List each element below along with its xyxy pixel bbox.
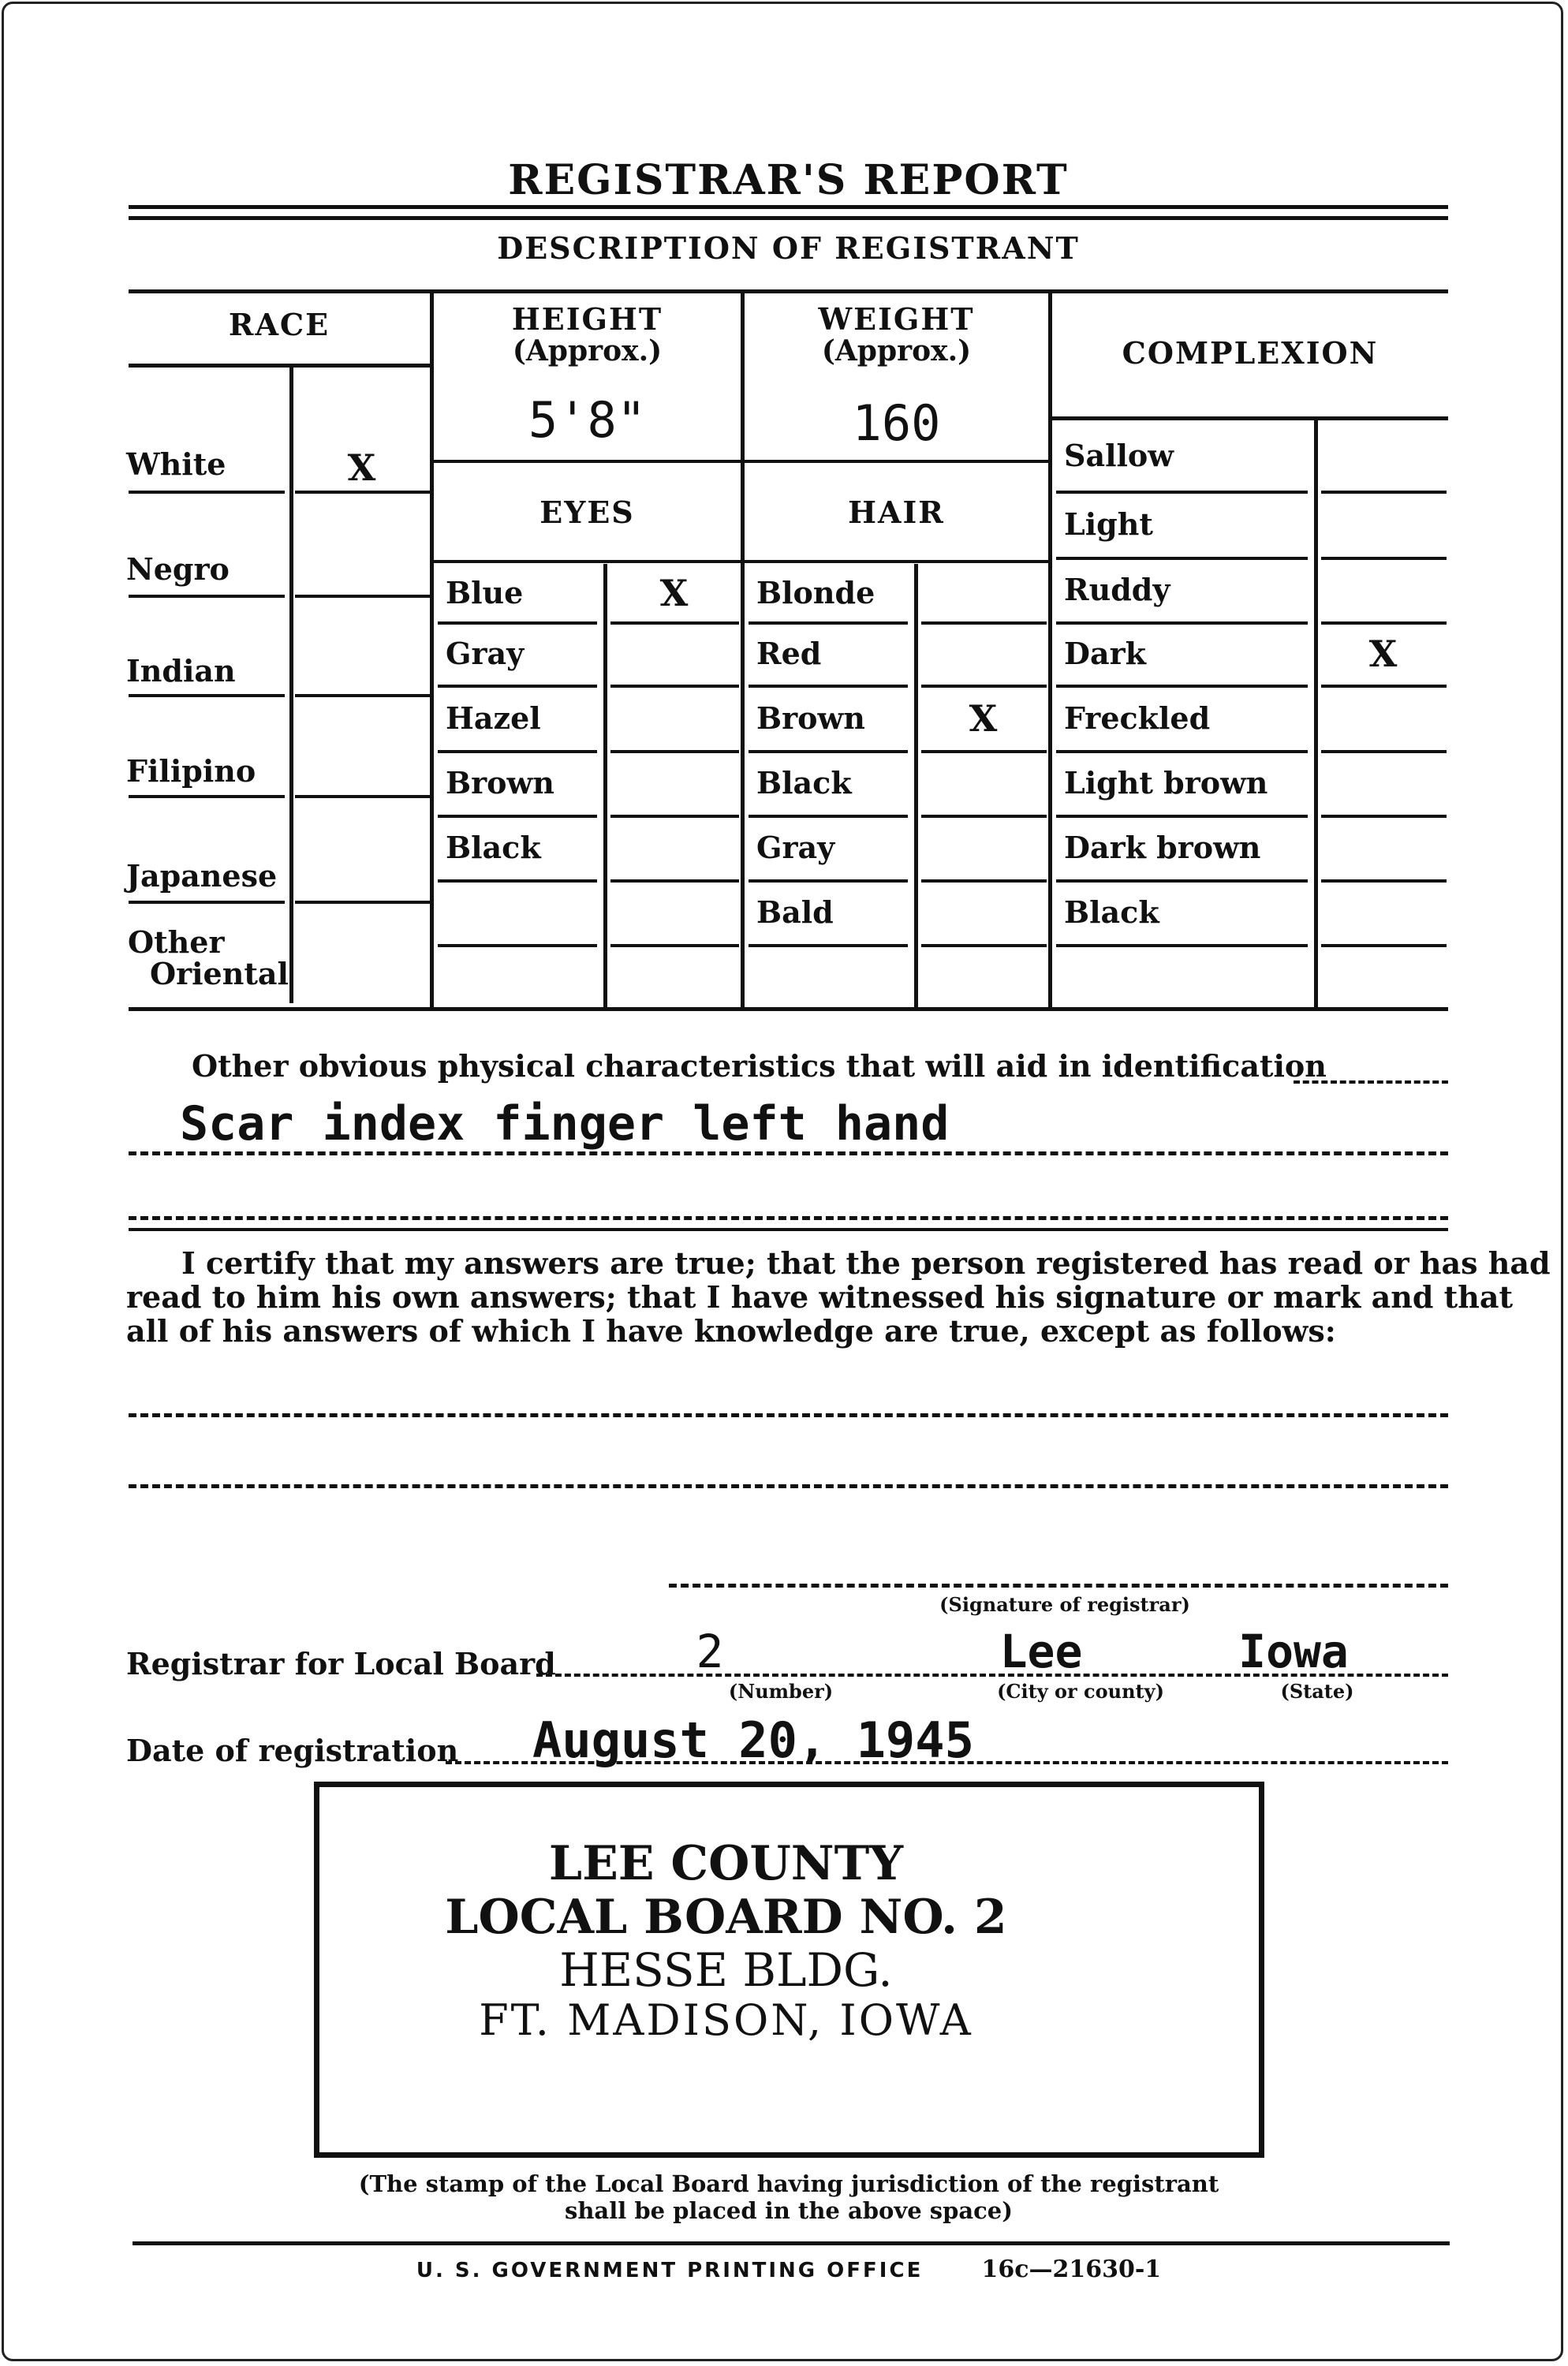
eyes-row-rule: [438, 879, 597, 883]
footer-rule: [133, 2241, 1450, 2245]
complexion-row-rule: [1056, 685, 1308, 688]
stamp-caption: [237, 2170, 1341, 2224]
stamp-caption-line: (The stamp of the Local Board having jurisdiction of the registrant: [358, 2170, 1219, 2197]
complexion-mark-rule: [1321, 944, 1447, 947]
race-label-white: White: [126, 446, 226, 482]
complexion-mark-rule: [1321, 879, 1447, 883]
complexion-label: Light: [1064, 506, 1153, 542]
complexion-label: Light brown: [1064, 765, 1268, 800]
complexion-label: Freckled: [1064, 700, 1211, 736]
hair-mark[interactable]: X: [969, 696, 998, 740]
race-mark-white[interactable]: X: [347, 446, 376, 489]
eyes-mark-rule: [610, 944, 739, 947]
characteristics-line-2: [129, 1216, 1448, 1220]
race-label-japanese: Japanese: [126, 858, 278, 894]
complexion-label: Ruddy: [1064, 572, 1170, 607]
complexion-label: Sallow: [1064, 437, 1174, 473]
eyes-row-rule: [438, 685, 597, 688]
title-rule-lower: [129, 216, 1448, 220]
local-board-number[interactable]: 2: [696, 1625, 724, 1678]
footer-form-code: 16c—21630-1: [981, 2256, 1162, 2283]
hair-label: Blonde: [756, 574, 875, 610]
height-header-approx: (Approx.): [512, 334, 663, 368]
race-rule: [129, 901, 285, 904]
characteristics-leader: [1294, 1080, 1448, 1084]
race-rule: [129, 491, 285, 494]
local-board-state[interactable]: Iowa: [1238, 1625, 1349, 1678]
hair-mark-rule: [921, 685, 1047, 688]
eyes-mark-rule: [610, 815, 739, 818]
certification-line: all of his answers of which I have knowledge are true, except as follows:: [126, 1313, 1336, 1349]
complexion-row-rule: [1056, 491, 1308, 494]
local-board-state-caption: (State): [1280, 1680, 1354, 1703]
complexion-header-rule: [1052, 416, 1448, 420]
height-value[interactable]: 5'8": [528, 391, 647, 449]
registration-date-value[interactable]: August 20, 1945: [532, 1711, 974, 1769]
race-label-other: Other: [128, 924, 225, 960]
eyes-mark-divider: [603, 564, 607, 1007]
eyes-label: Blue: [446, 574, 524, 610]
complexion-mark-rule: [1321, 557, 1447, 560]
complexion-label: Dark brown: [1064, 830, 1261, 865]
height-rule: [434, 460, 741, 463]
local-board-label: Registrar for Local Board: [126, 1646, 556, 1681]
certification-line: read to him his own answers; that I have witnessed his signature or mark and that: [126, 1279, 1514, 1315]
race-label-filipino: Filipino: [126, 753, 256, 789]
stamp-line-building: HESSE BLDG.: [559, 1943, 893, 1997]
complexion-row-rule: [1056, 815, 1308, 818]
complexion-row-rule: [1056, 944, 1308, 947]
hair-label: Brown: [756, 700, 865, 736]
complexion-row-rule: [1056, 879, 1308, 883]
race-header: RACE: [228, 307, 330, 342]
complexion-mark-divider: [1314, 420, 1318, 1007]
eyes-mark-rule: [610, 685, 739, 688]
race-rule: [129, 795, 285, 798]
hair-header: HAIR: [848, 494, 945, 530]
hair-mark-rule: [921, 944, 1047, 947]
title-rule-upper: [129, 205, 1448, 209]
complexion-mark-rule: [1321, 491, 1447, 494]
hair-mark-rule: [921, 621, 1047, 625]
hair-header-rule: [745, 560, 1048, 563]
race-label-oriental: Oriental: [150, 956, 289, 991]
form-title: REGISTRAR'S REPORT: [508, 156, 1069, 204]
hair-mark-rule: [921, 815, 1047, 818]
characteristics-label: [192, 1049, 1327, 1083]
eyes-mark-rule: [610, 750, 739, 753]
characteristics-line-1: [129, 1151, 1448, 1155]
race-mark-rule: [295, 595, 430, 598]
exception-line-1: [129, 1413, 1448, 1417]
local-board-city[interactable]: Lee: [999, 1625, 1083, 1678]
registration-date-label: Date of registration: [126, 1733, 459, 1768]
complexion-mark-rule: [1321, 815, 1447, 818]
complexion-label: Black: [1064, 894, 1159, 930]
certification-text: [126, 1245, 1551, 1349]
local-board-number-caption: (Number): [728, 1680, 834, 1703]
eyes-row-rule: [438, 815, 597, 818]
race-mark-rule: [295, 901, 430, 904]
complexion-row-rule: [1056, 750, 1308, 753]
eyes-label: Black: [446, 830, 541, 865]
race-label-negro: Negro: [126, 551, 230, 587]
hair-label: Red: [756, 636, 822, 671]
race-header-rule: [129, 364, 430, 368]
complexion-mark[interactable]: X: [1368, 633, 1398, 675]
complexion-row-rule: [1056, 621, 1308, 625]
complexion-label: Dark: [1064, 636, 1146, 671]
race-label-indian: Indian: [126, 653, 236, 689]
form-subtitle: DESCRIPTION OF REGISTRANT: [497, 230, 1080, 266]
height-header: [434, 301, 741, 368]
complexion-row-rule: [1056, 557, 1308, 560]
stamp-line-city: FT. MADISON, IOWA: [479, 1995, 973, 2045]
hair-row-rule: [749, 621, 908, 625]
hair-label: Black: [756, 765, 852, 800]
footer: [126, 2256, 1451, 2283]
section-rule: [129, 1228, 1448, 1231]
eyes-label: Hazel: [446, 700, 541, 736]
stamp-box: [314, 1782, 1264, 2158]
eyes-row-rule: [438, 621, 597, 625]
eyes-label: Brown: [446, 765, 554, 800]
eyes-row-rule: [438, 944, 597, 947]
stamp-caption-line: shall be placed in the above space): [565, 2197, 1013, 2224]
eyes-header: EYES: [539, 494, 635, 530]
race-label-other-oriental: [128, 924, 289, 991]
weight-value[interactable]: 160: [852, 394, 941, 452]
characteristics-value[interactable]: Scar index finger left hand: [180, 1096, 950, 1151]
hair-mark-rule: [921, 750, 1047, 753]
local-board-city-caption: (City or county): [997, 1680, 1164, 1703]
table-bottom-rule: [129, 1007, 1448, 1011]
height-header-label: HEIGHT: [511, 301, 663, 337]
exception-line-2: [129, 1484, 1448, 1488]
characteristics-label-text: Other obvious physical characteristics that will aid in identification: [192, 1048, 1327, 1084]
race-mark-rule: [295, 491, 430, 494]
race-rule: [129, 694, 285, 697]
weight-rule: [745, 460, 1048, 463]
complexion-mark-rule: [1321, 685, 1447, 688]
complexion-header: COMPLEXION: [1122, 335, 1379, 371]
hair-mark-rule: [921, 879, 1047, 883]
weight-header-label: WEIGHT: [818, 301, 975, 337]
eyes-mark[interactable]: X: [659, 571, 689, 614]
signature-caption: (Signature of registrar): [939, 1593, 1190, 1616]
race-mark-rule: [295, 795, 430, 798]
weight-header: [745, 301, 1048, 368]
eyes-header-rule: [434, 560, 741, 563]
race-mark-rule: [295, 694, 430, 697]
eyes-row-rule: [438, 750, 597, 753]
complexion-mark-rule: [1321, 621, 1447, 625]
stamp-line-board: LOCAL BOARD NO. 2: [445, 1890, 1007, 1945]
eyes-label: Gray: [446, 636, 525, 671]
hair-label: Bald: [756, 894, 834, 930]
hair-mark-divider: [914, 564, 918, 1007]
hair-row-rule: [749, 815, 908, 818]
eyes-mark-rule: [610, 621, 739, 625]
hair-row-rule: [749, 944, 908, 947]
weight-header-approx: (Approx.): [821, 334, 972, 368]
complexion-mark-rule: [1321, 750, 1447, 753]
hair-row-rule: [749, 879, 908, 883]
weight-complexion-divider: [1048, 293, 1052, 1007]
table-top-rule: [129, 289, 1448, 293]
hair-row-rule: [749, 685, 908, 688]
eyes-mark-rule: [610, 879, 739, 883]
hair-row-rule: [749, 750, 908, 753]
footer-printer: U. S. GOVERNMENT PRINTING OFFICE: [416, 2259, 924, 2282]
race-rule: [129, 595, 285, 598]
stamp-line-county: LEE COUNTY: [548, 1836, 904, 1891]
hair-label: Gray: [756, 830, 835, 865]
certification-line: I certify that my answers are true; that the person registered has read or has had: [181, 1245, 1551, 1281]
signature-line[interactable]: [669, 1584, 1448, 1588]
